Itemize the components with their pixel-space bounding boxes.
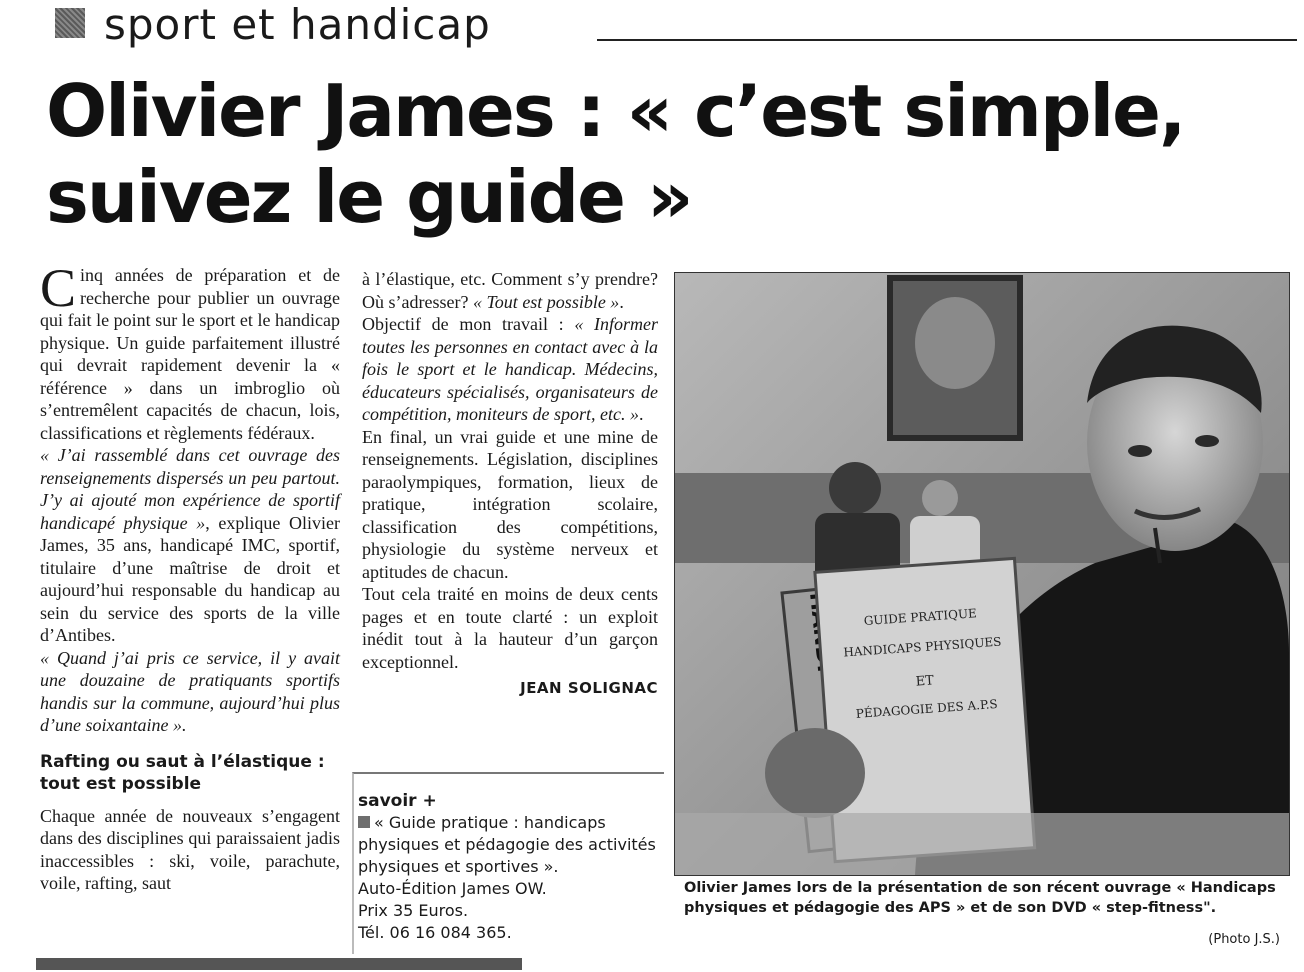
paragraph-objectif-quote: « Informer toutes les personnes en contact avec à la fois le sport et le handicap. Médecins, éducateurs spécialisés, organisateurs de compétition, moniteurs de sport, etc. » — [362, 314, 658, 424]
paragraph-comment-quote: « Tout est possible » — [472, 291, 620, 312]
table-foreground — [675, 813, 1289, 875]
savoir-plus — [358, 790, 658, 944]
cover-line-1: GUIDE PRATIQUE — [863, 606, 978, 629]
cover-line-4: PÉDAGOGIE DES A.P.S — [855, 696, 999, 721]
article-photo — [674, 272, 1290, 876]
intro-paragraph — [40, 258, 340, 444]
paragraph-objectif-text: Objectif de mon travail : — [362, 314, 575, 334]
quote-paragraph-1 — [40, 444, 340, 647]
intro-text: inq années de préparation et de recherche pour publier un ouvrage qui fait le point sur le sport et le handicap physique. Un guide parfaitement illustré qui devrait rapidement devenir la « référence » dans un imbroglio où s’entremêlent capacités de chacun, lois, classifications et règlements fédéraux. — [40, 265, 340, 443]
man-eye-right — [1195, 435, 1219, 447]
savoir-plus-price: Prix 35 Euros. — [358, 901, 469, 920]
quote-2: « Quand j’ai pris ce service, il y avait une douzaine de pratiquants sportifs handis sur la commune, aujourd’hui plus d’une soixantaine ». — [40, 647, 340, 735]
paragraph-conclusion: Tout cela traité en moins de deux cents pages et en toute clarté : un exploit inédit tout à la hauteur d’un garçon exceptionnel. — [362, 584, 658, 672]
paragraph-disciplines: Chaque année de nouveaux s’engagent dans des disciplines qui paraissaient jadis inaccessibles : ski, voile, parachute, voile, rafting, saut — [40, 805, 340, 893]
background-person-1 — [829, 462, 881, 514]
quote-1: « J’ai rassemblé dans cet ouvrage des renseignements dispersés un peu partout. J’y ai ajouté mon expérience de sportif handicapé physique » — [40, 445, 340, 533]
paragraph-comment-text: à l’élastique, etc. Comment s’y prendre? Où s’adresser? — [362, 269, 658, 312]
cover-line-2: HANDICAPS PHYSIQUES — [842, 634, 1002, 660]
paragraph-comment — [362, 268, 658, 313]
savoir-plus-title: savoir + — [358, 791, 437, 811]
man-eye-left — [1128, 445, 1152, 457]
paragraph-comment-end: . — [619, 291, 624, 312]
rubric-rule — [597, 39, 1297, 41]
background-person-2 — [922, 480, 958, 516]
byline: JEAN SOLIGNAC — [520, 679, 658, 697]
bottom-rule — [36, 958, 522, 970]
savoir-plus-publisher: Auto-Édition James OW. — [358, 879, 547, 898]
rubric-square-icon — [55, 8, 85, 38]
cover-line-3: ET — [915, 673, 935, 690]
savoir-plus-book-title: « Guide pratique : handicaps physiques et pédagogie des activités physiques et sportives ». — [358, 813, 656, 876]
paragraph-final: En final, un vrai guide et une mine de renseignements. Législation, disciplines paraolympiques, formation, lieux de pratique, intégration scolaire, classification des compétitions, physiologie du système nerveux et aptitudes de chacun. — [362, 426, 658, 582]
bullet-square-icon — [358, 816, 370, 828]
paragraph-objectif — [362, 313, 658, 426]
article-column-2 — [362, 268, 658, 700]
quote-1-attribution: , explique Olivier James, 35 ans, handicapé IMC, sportif, titulaire d’une maîtrise de droit et aujourd’hui responsable du handicap au sein du service des sports de la ville d’Antibes. — [40, 512, 340, 645]
photo-credit: (Photo J.S.) — [1208, 932, 1280, 947]
subheading: Rafting ou saut à l’élastique : tout est possible — [40, 751, 325, 794]
wall-portrait-figure — [915, 297, 995, 389]
headline: Olivier James : « c’est simple, suivez le guide » — [46, 69, 1185, 239]
savoir-plus-book — [358, 812, 658, 878]
rubric-label: sport et handicap — [104, 0, 491, 49]
paragraph-objectif-end: . — [638, 404, 644, 424]
savoir-plus-phone: Tél. 06 16 084 365. — [358, 923, 512, 942]
article-column-1 — [40, 258, 340, 895]
dropcap: C — [40, 258, 77, 318]
man-hand — [765, 728, 865, 818]
photo-caption: Olivier James lors de la présentation de son récent ouvrage « Handicaps physiques et pédagogie des APS » et de son DVD « step-fitness". — [684, 880, 1276, 916]
